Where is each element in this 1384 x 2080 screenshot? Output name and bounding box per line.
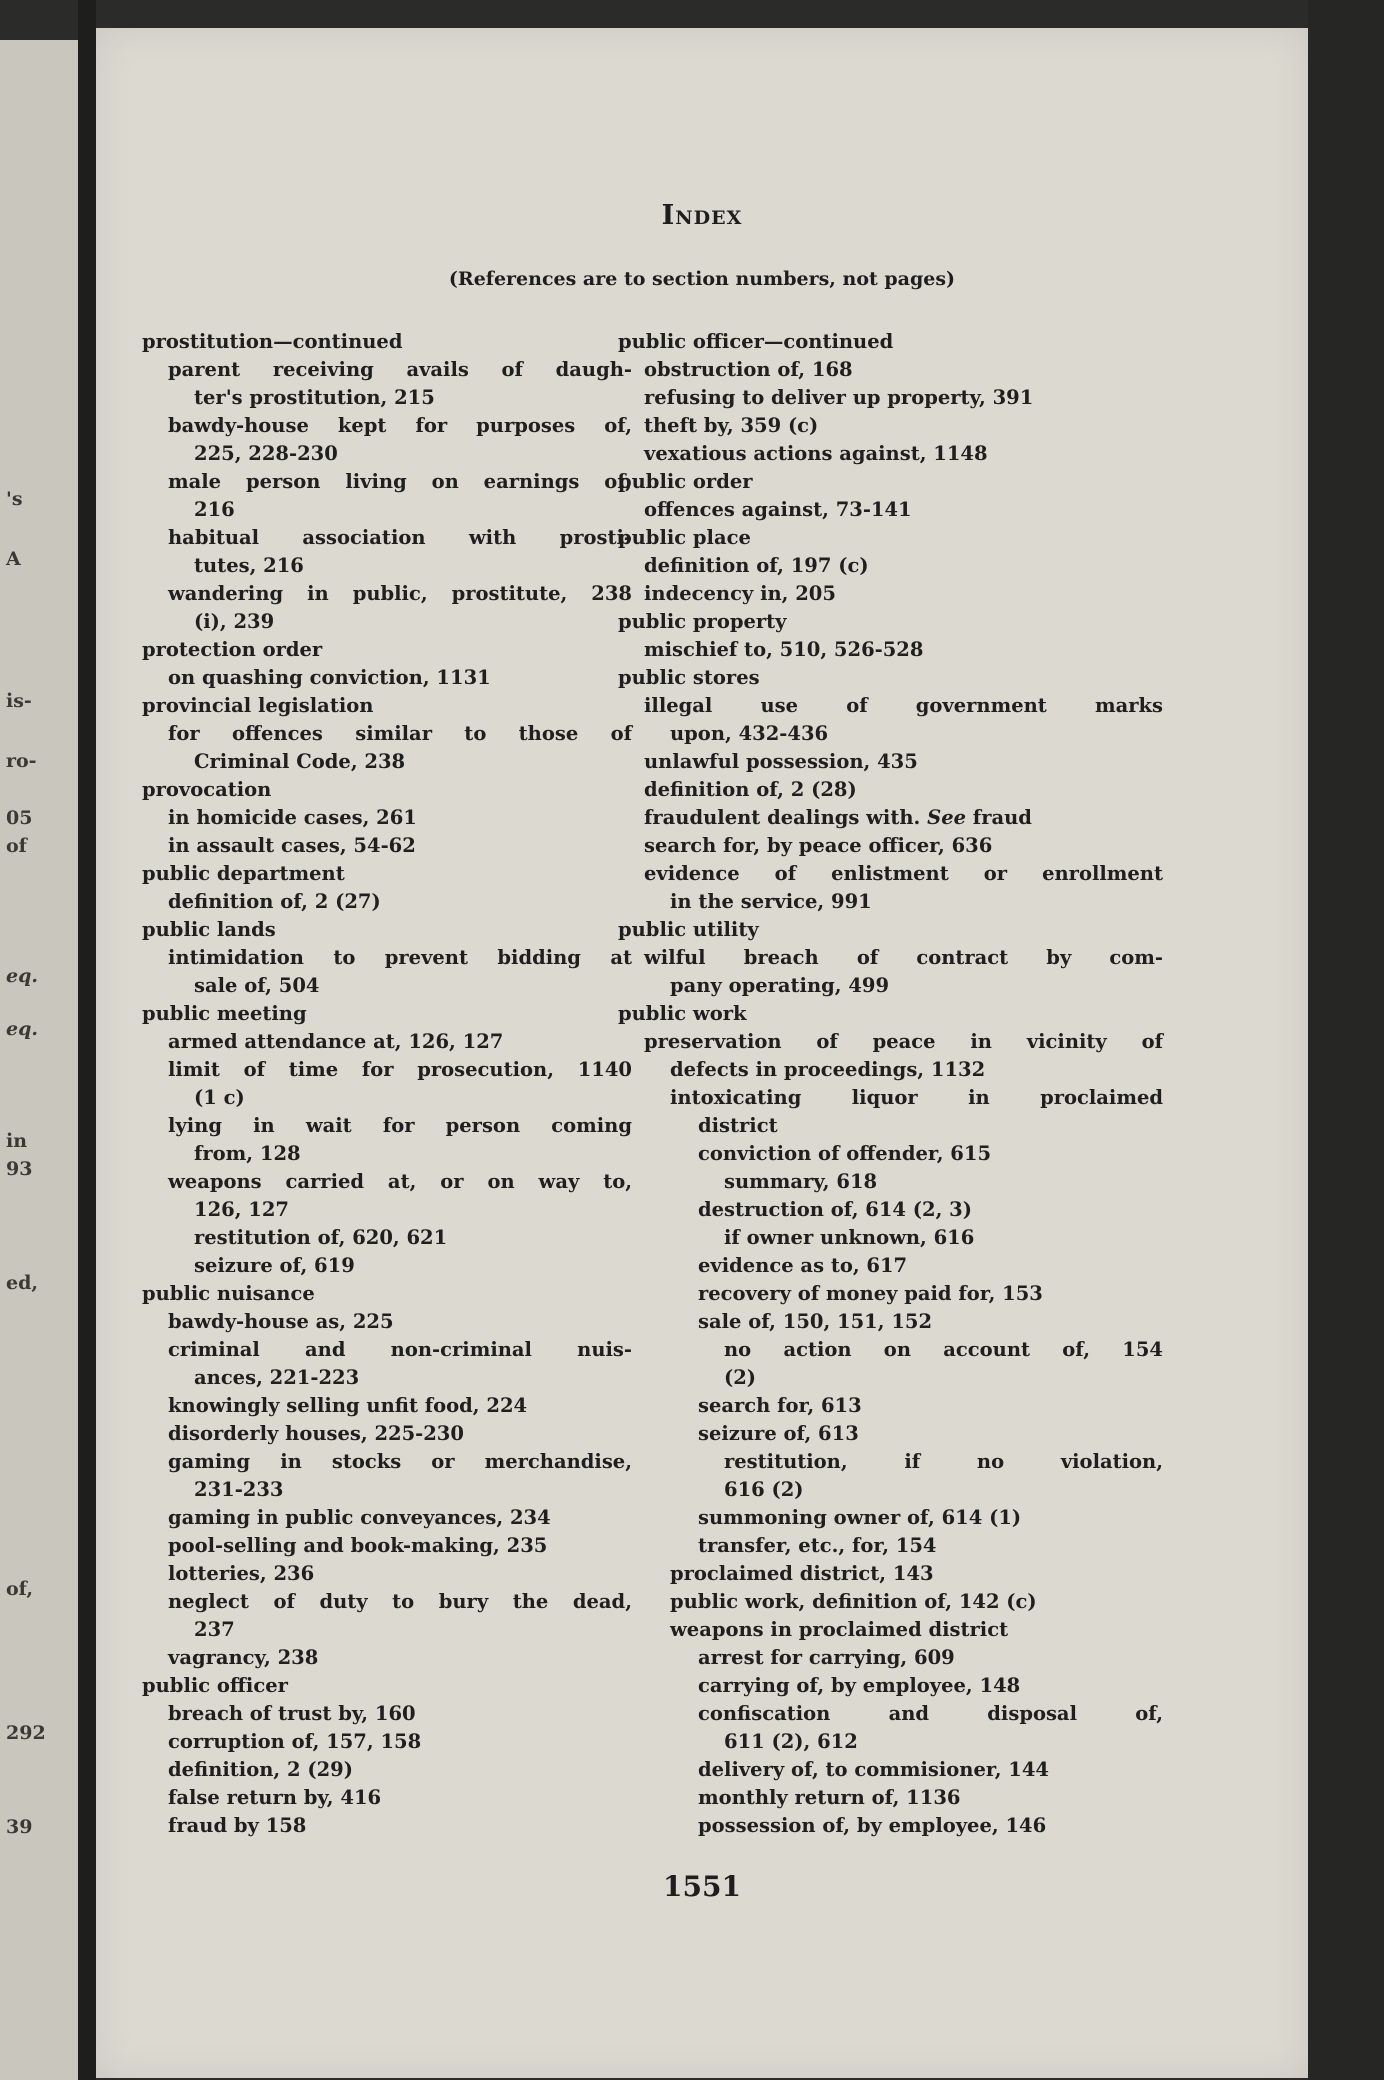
index-heading: provincial legislation xyxy=(142,694,374,717)
index-subentry: lotteries, 236 xyxy=(168,1562,315,1585)
index-subentry: corruption of, 157, 158 xyxy=(168,1730,422,1753)
index-subentry: gaming in stocks or merchandise, xyxy=(168,1450,632,1473)
index-subentry: 237 xyxy=(194,1618,235,1641)
page-subtitle: (References are to section numbers, not pages) xyxy=(448,268,956,290)
index-subentry: confiscation and disposal of, xyxy=(698,1702,1163,1725)
index-subentry: summoning owner of, 614 (1) xyxy=(698,1506,1022,1529)
index-subentry: for offences similar to those of xyxy=(168,722,632,745)
index-subentry: intoxicating liquor in proclaimed xyxy=(670,1086,1163,1109)
index-subentry: armed attendance at, 126, 127 xyxy=(168,1030,504,1053)
index-subentry: possession of, by employee, 146 xyxy=(698,1814,1047,1837)
index-subentry: district xyxy=(698,1114,778,1137)
index-subentry: summary, 618 xyxy=(724,1170,878,1193)
page-number: 1551 xyxy=(663,1870,741,1903)
book-gutter xyxy=(78,0,96,2080)
index-subentry: false return by, 416 xyxy=(168,1786,382,1809)
index-heading: provocation xyxy=(142,778,272,801)
index-heading: public lands xyxy=(142,918,276,941)
index-subentry: (1 c) xyxy=(194,1086,245,1109)
facing-page-fragment: 39 xyxy=(6,1816,33,1838)
index-subentry: weapons in proclaimed district xyxy=(670,1618,1009,1641)
index-subentry: search for, 613 xyxy=(698,1394,862,1417)
index-subentry: delivery of, to commisioner, 144 xyxy=(698,1758,1049,1781)
index-subentry: criminal and non-criminal nuis- xyxy=(168,1338,632,1361)
page-title: Index xyxy=(661,200,743,231)
index-heading: public department xyxy=(142,862,345,885)
index-heading: public officer—continued xyxy=(618,330,894,353)
index-heading: public officer xyxy=(142,1674,288,1697)
index-subentry: weapons carried at, or on way to, xyxy=(168,1170,632,1193)
index-subentry: disorderly houses, 225-230 xyxy=(168,1422,464,1445)
index-subentry: definition of, 2 (28) xyxy=(644,778,857,801)
index-subentry: in the service, 991 xyxy=(670,890,872,913)
index-subentry: definition, 2 (29) xyxy=(168,1758,353,1781)
index-subentry: evidence as to, 617 xyxy=(698,1254,908,1277)
index-subentry: restitution, if no violation, xyxy=(724,1450,1163,1473)
index-heading: public stores xyxy=(618,666,760,689)
index-subentry: 231-233 xyxy=(194,1478,284,1501)
facing-page-fragment: eq. xyxy=(6,1018,38,1040)
index-subentry: pany operating, 499 xyxy=(670,974,890,997)
index-subentry: obstruction of, 168 xyxy=(644,358,853,381)
index-subentry: 616 (2) xyxy=(724,1478,804,1501)
index-heading: public utility xyxy=(618,918,759,941)
facing-page-fragment: ro- xyxy=(6,750,37,772)
index-subentry: ances, 221-223 xyxy=(194,1366,360,1389)
index-subentry: wandering in public, prostitute, 238 xyxy=(168,582,632,605)
facing-page-fragment: ed, xyxy=(6,1272,38,1294)
index-heading: public place xyxy=(618,526,751,549)
facing-page-fragment: is- xyxy=(6,690,32,712)
index-subentry: vagrancy, 238 xyxy=(168,1646,319,1669)
index-heading: public order xyxy=(618,470,753,493)
index-column-right xyxy=(618,328,1163,1840)
index-subentry: bawdy-house as, 225 xyxy=(168,1310,394,1333)
index-subentry: 126, 127 xyxy=(194,1198,289,1221)
index-heading: prostitution—continued xyxy=(142,330,403,353)
index-subentry: (i), 239 xyxy=(194,610,275,633)
index-subentry: seizure of, 613 xyxy=(698,1422,859,1445)
index-subentry: parent receiving avails of daugh- xyxy=(168,358,632,381)
index-subentry: proclaimed district, 143 xyxy=(670,1562,934,1585)
index-subentry: (2) xyxy=(724,1366,757,1389)
index-subentry: evidence of enlistment or enrollment xyxy=(644,862,1163,885)
index-subentry: ter's prostitution, 215 xyxy=(194,386,435,409)
index-subentry: destruction of, 614 (2, 3) xyxy=(698,1198,972,1221)
index-subentry: preservation of peace in vicinity of xyxy=(644,1030,1163,1053)
index-subentry: illegal use of government marks xyxy=(644,694,1163,717)
index-subentry: tutes, 216 xyxy=(194,554,304,577)
index-subentry: fraud by 158 xyxy=(168,1814,307,1837)
index-subentry: in homicide cases, 261 xyxy=(168,806,417,829)
index-subentry: pool-selling and book-making, 235 xyxy=(168,1534,548,1557)
facing-page-fragment: A xyxy=(6,548,21,570)
index-subentry: from, 128 xyxy=(194,1142,301,1165)
index-subentry: lying in wait for person coming xyxy=(168,1114,632,1137)
index-subentry: 216 xyxy=(194,498,235,521)
index-subentry: refusing to deliver up property, 391 xyxy=(644,386,1034,409)
index-subentry: search for, by peace officer, 636 xyxy=(644,834,993,857)
facing-page-fragment: 05 xyxy=(6,807,33,829)
index-subentry: arrest for carrying, 609 xyxy=(698,1646,955,1669)
index-subentry: Criminal Code, 238 xyxy=(194,750,406,773)
index-heading: public meeting xyxy=(142,1002,307,1025)
index-subentry: limit of time for prosecution, 1140 xyxy=(168,1058,632,1081)
facing-page-fragment: 's xyxy=(6,488,23,510)
index-subentry: upon, 432-436 xyxy=(670,722,829,745)
index-subentry: on quashing conviction, 1131 xyxy=(168,666,491,689)
index-subentry: definition of, 2 (27) xyxy=(168,890,381,913)
index-subentry: wilful breach of contract by com- xyxy=(644,946,1163,969)
index-subentry: breach of trust by, 160 xyxy=(168,1702,416,1725)
index-subentry: vexatious actions against, 1148 xyxy=(644,442,988,465)
index-subentry: habitual association with prosti- xyxy=(168,526,632,549)
facing-page-fragment: of xyxy=(6,835,27,857)
index-subentry: restitution of, 620, 621 xyxy=(194,1226,448,1249)
facing-page-fragment: eq. xyxy=(6,965,38,987)
index-subentry: mischief to, 510, 526-528 xyxy=(644,638,924,661)
index-subentry: offences against, 73-141 xyxy=(644,498,912,521)
index-subentry: neglect of duty to bury the dead, xyxy=(168,1590,632,1613)
index-subentry: 611 (2), 612 xyxy=(724,1730,858,1753)
index-subentry: transfer, etc., for, 154 xyxy=(698,1534,937,1557)
index-subentry: bawdy-house kept for purposes of, xyxy=(168,414,632,437)
facing-page-edge xyxy=(0,40,78,2080)
index-subentry: definition of, 197 (c) xyxy=(644,554,869,577)
index-subentry: 225, 228-230 xyxy=(194,442,338,465)
facing-page-fragment: 93 xyxy=(6,1158,33,1180)
index-subentry: seizure of, 619 xyxy=(194,1254,355,1277)
index-subentry: intimidation to prevent bidding at xyxy=(168,946,632,969)
index-subentry: no action on account of, 154 xyxy=(724,1338,1163,1361)
page-edge-shadow xyxy=(1308,0,1384,2080)
index-subentry: recovery of money paid for, 153 xyxy=(698,1282,1043,1305)
index-subentry: fraudulent dealings with. See fraud xyxy=(644,806,1032,829)
index-subentry: defects in proceedings, 1132 xyxy=(670,1058,986,1081)
index-subentry: theft by, 359 (c) xyxy=(644,414,819,437)
index-subentry: gaming in public conveyances, 234 xyxy=(168,1506,551,1529)
facing-page-fragment: 292 xyxy=(6,1722,46,1744)
index-subentry: if owner unknown, 616 xyxy=(724,1226,975,1249)
index-subentry: knowingly selling unfit food, 224 xyxy=(168,1394,528,1417)
index-subentry: sale of, 150, 151, 152 xyxy=(698,1310,933,1333)
index-column-left xyxy=(142,328,632,1840)
index-subentry: public work, definition of, 142 (c) xyxy=(670,1590,1037,1613)
index-subentry: male person living on earnings of, xyxy=(168,470,632,493)
index-subentry: carrying of, by employee, 148 xyxy=(698,1674,1021,1697)
index-subentry: conviction of offender, 615 xyxy=(698,1142,992,1165)
index-heading: public property xyxy=(618,610,787,633)
index-subentry: unlawful possession, 435 xyxy=(644,750,918,773)
index-page xyxy=(96,28,1308,2078)
index-heading: public work xyxy=(618,1002,747,1025)
index-heading: protection order xyxy=(142,638,323,661)
index-subentry: monthly return of, 1136 xyxy=(698,1786,961,1809)
index-heading: public nuisance xyxy=(142,1282,315,1305)
index-subentry: indecency in, 205 xyxy=(644,582,836,605)
index-subentry: sale of, 504 xyxy=(194,974,320,997)
facing-page-fragment: of, xyxy=(6,1578,34,1600)
index-subentry: in assault cases, 54-62 xyxy=(168,834,416,857)
facing-page-fragment: in xyxy=(6,1130,28,1152)
